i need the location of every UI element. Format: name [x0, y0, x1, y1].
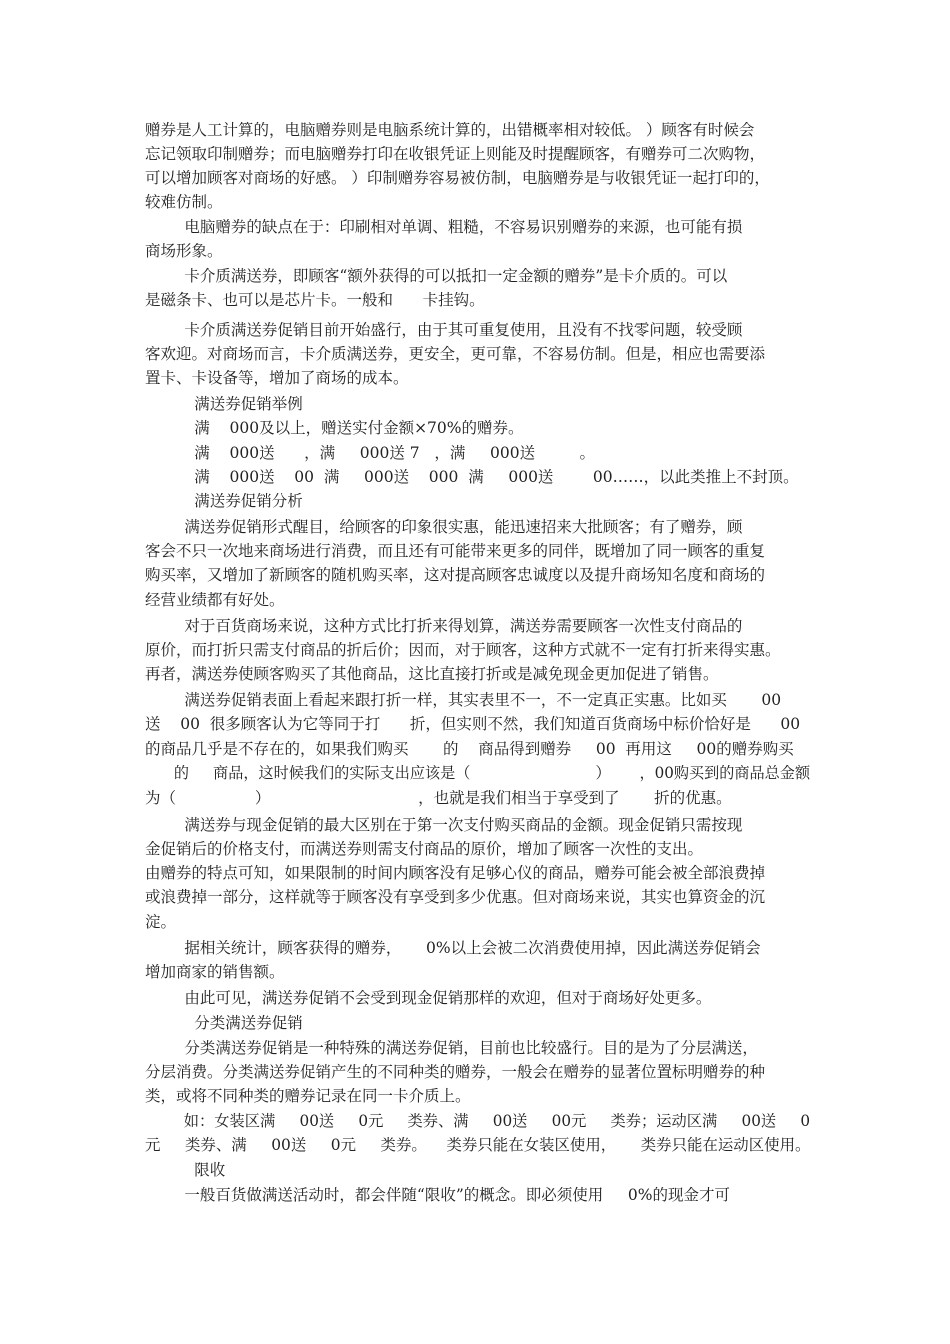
text-line: 类，或将不同种类的赠券记录在同一卡介质上。 — [145, 1087, 471, 1105]
section-heading: 满送券促销分析 — [145, 492, 303, 510]
text-line: 赠券是人工计算的，电脑赠券则是电脑系统计算的，出错概率相对较低。 ）顾客有时候会 — [145, 121, 755, 139]
text-line: 经营业绩都有好处。 — [145, 591, 285, 609]
text-line: 分类满送券促销是一种特殊的满送券促销，目前也比较盛行。目的是为了分层满送， — [145, 1039, 758, 1057]
text-line: 一般百货做满送活动时，都会伴随“限收”的概念。即必须使用 0%的现金才可 — [145, 1186, 730, 1204]
text-line: 金促销后的价格支付，而满送券则需支付商品的原价，增加了顾客一次性的支出。 — [145, 840, 704, 858]
text-line: 淀。 — [145, 913, 177, 931]
text-line: 满送券促销形式醒目，给顾客的印象很实惠，能迅速招来大批顾客；有了赠券，顾 — [145, 518, 743, 536]
text-line: 卡介质满送券促销目前开始盛行，由于其可重复使用，且没有不找零问题，较受顾 — [145, 321, 743, 339]
text-line: 元 类券、满 00送 0元 类券。 类券只能在女装区使用， 类券只能在运动区使用。 — [145, 1136, 811, 1154]
text-line: 置卡、卡设备等，增加了商场的成本。 — [145, 369, 409, 387]
section-heading: 分类满送券促销 — [145, 1014, 303, 1032]
text-line: 由赠券的特点可知，如果限制的时间内顾客没有足够心仪的商品，赠券可能会被全部浪费掉 — [145, 864, 766, 882]
text-line: 购买率，又增加了新顾客的随机购买率，这对提高顾客忠诚度以及提升商场知名度和商场的 — [145, 566, 766, 584]
section-heading: 限收 — [145, 1161, 226, 1179]
text-line: 增加商家的销售额。 — [145, 963, 285, 981]
text-line: 送 00 很多顾客认为它等同于打 折，但实则不然，我们知道百货商场中标价恰好是 00 — [145, 715, 801, 733]
section-heading: 满送券促销举例 — [145, 395, 303, 413]
text-line: 是磁条卡、也可以是芯片卡。一般和 卡挂钩。 — [145, 291, 485, 309]
text-line: 据相关统计，顾客获得的赠券， 0%以上会被二次消费使用掉，因此满送券促销会 — [145, 939, 761, 957]
text-line: 对于百货商场来说，这种方式比打折来得划算，满送券需要顾客一次性支付商品的 — [145, 617, 743, 635]
text-line: 客会不只一次地来商场进行消费，而且还有可能带来更多的同伴，既增加了同一顾客的重复 — [145, 542, 766, 560]
text-line: 由此可见，满送券促销不会受到现金促销那样的欢迎，但对于商场好处更多。 — [145, 989, 712, 1007]
text-line: 满 000送 00 满 000送 000 满 000送 00……，以此类推上不封顶。 — [145, 468, 799, 486]
text-line: 电脑赠券的缺点在于：印刷相对单调、粗糙，不容易识别赠券的来源，也可能有损 — [145, 218, 743, 236]
text-line: 满 000送 ，满 000送 7 ，满 000送 。 — [145, 444, 595, 462]
text-line: 客欢迎。对商场而言，卡介质满送券，更安全，更可靠，不容易仿制。但是，相应也需要添 — [145, 345, 766, 363]
text-line: 分层消费。分类满送券促销产生的不同种类的赠券，一般会在赠券的显著位置标明赠券的种 — [145, 1063, 766, 1081]
text-line: 如：女装区满 00送 0元 类券、满 00送 00元 类券；运动区满 00送 0 — [145, 1112, 811, 1130]
text-line: 满 000及以上，赠送实付金额×70%的赠券。 — [145, 419, 524, 437]
text-line: 满送券促销表面上看起来跟打折一样，其实表里不一，不一定真正实惠。比如买 00 — [145, 691, 782, 709]
text-line: 可以增加顾客对商场的好感。 ）印制赠券容易被仿制，电脑赠券是与收银凭证一起打印的， — [145, 169, 770, 187]
text-line: 满送券与现金促销的最大区别在于第一次支付购买商品的金额。现金促销只需按现 — [145, 816, 743, 834]
text-line: 较难仿制。 — [145, 193, 223, 211]
text-line: 的 商品，这时候我们的实际支出应该是（ ） ，00购买到的商品总金额 — [145, 764, 811, 782]
text-line: 卡介质满送券，即顾客“额外获得的可以抵扣一定金额的赠券”是卡介质的。可以 — [145, 267, 728, 285]
text-line: 商场形象。 — [145, 242, 223, 260]
text-line: 再者，满送券使顾客购买了其他商品，这比直接打折或是减免现金更加促进了销售。 — [145, 665, 719, 683]
text-line: 忘记领取印制赠券；而电脑赠券打印在收银凭证上则能及时提醒顾客，有赠券可二次购物， — [145, 145, 766, 163]
text-line: 原价，而打折只需支付商品的折后价；因而，对于顾客，这种方式就不一定有打折来得实惠。 — [145, 641, 781, 659]
text-line: 的商品几乎是不存在的，如果我们购买 的 商品得到赠券 00 再用这 00的赠券购买 — [145, 740, 794, 758]
text-line: 为（ ） ，也就是我们相当于享受到了 折的优惠。 — [145, 789, 732, 807]
text-line: 或浪费掉一部分，这样就等于顾客没有享受到多少优惠。但对商场来说，其实也算资金的沉 — [145, 888, 766, 906]
